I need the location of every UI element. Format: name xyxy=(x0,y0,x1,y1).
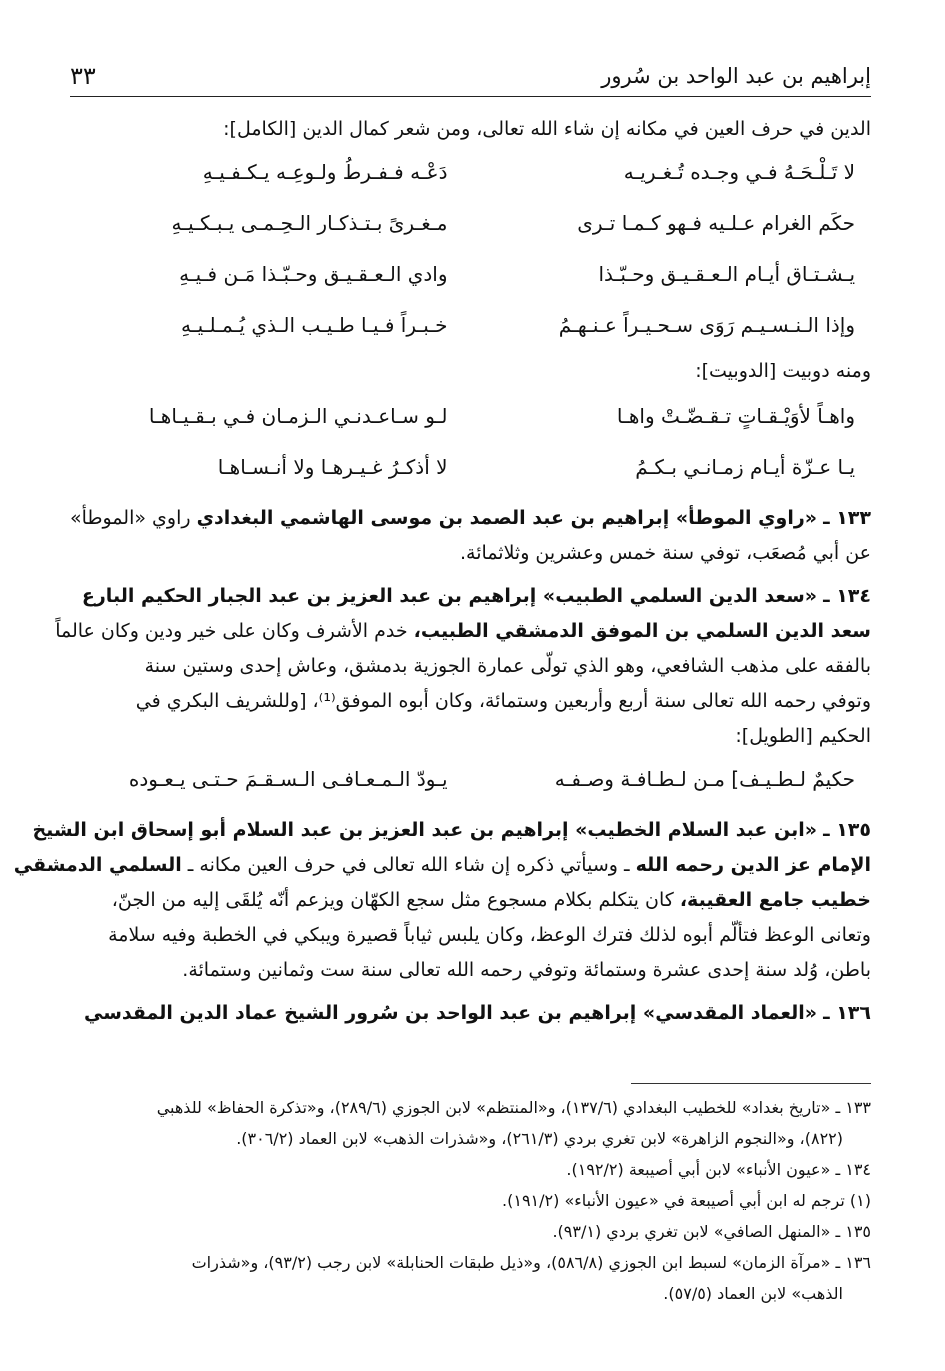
entry-text: خدم الأشرف وكان على خير ودين وكان عالماً xyxy=(55,620,414,642)
verse-second-hemistich: يـودّ الـمـعـافـى الـسـقـمَ حـتـى يـعـوده xyxy=(128,767,448,791)
verse-second-hemistich: خـبـراً فـيـا طـيـب الـذي يُـمـلـيـهِ xyxy=(181,313,448,337)
entry-office: خطيب جامع العقيبة، xyxy=(679,889,871,911)
verse-first-hemistich: لا تَـلْـحَـهُ فـي وجـده تُـغـريـه xyxy=(623,160,856,184)
entry-text: عن أبي مُصعَب، توفي سنة خمس وعشرين وثلاثمائة. xyxy=(460,542,871,564)
dubait-intro: ومنه دوبيت [الدوبيت]: xyxy=(695,360,871,382)
verse xyxy=(72,147,871,198)
footnote-text: الذهب» لابن العماد (٥٧/٥). xyxy=(663,1284,843,1303)
entry-text: راوي «الموطأ» xyxy=(69,507,197,529)
entry-title-continued: الإمام عز الدين رحمه الله xyxy=(635,854,871,876)
verse-first-hemistich: حكيمٌ لـطـيـف] مـن لـطـافـة وصـفـه xyxy=(554,767,856,791)
footnote-text: ١٣٦ ـ «مرآة الزمان» لسبط ابن الجوزي (٥٨٦/٨)، و«ذيل طبقات الحنابلة» لابن رجب (٩٣/٢)، و«شذرات xyxy=(191,1253,871,1272)
verse-first-hemistich: واهـاً لأوَيْـقـاتٍ تـقـضّـتْ واهـا xyxy=(616,404,856,428)
entry-number: ١٣٦ ـ xyxy=(823,1002,871,1024)
verse xyxy=(72,249,871,300)
entry-text: وتعانى الوعظ فتألّم أبوه لذلك فترك الوعظ، وكان يلبس ثياباً قصيرة ويبكي في الخطبة وفيه سلامة xyxy=(108,924,871,946)
entry-number: ١٣٤ ـ xyxy=(823,585,871,607)
main-text xyxy=(13,112,871,1031)
verse xyxy=(72,754,871,805)
verse-second-hemistich: لـو سـاعـدنـي الـزمـان فـي بـقـيـاهـا xyxy=(148,404,448,428)
verse-first-hemistich: يـا عـزّة أيـام زمـانـي بـكـمُ xyxy=(635,455,856,479)
entry-text: وتوفي رحمه الله تعالى سنة أربع وأربعين وستمائة، وكان أبوه الموفق⁽¹⁾، [وللشريف البكري في xyxy=(135,690,871,712)
entry-text: باطن، وُلد سنة إحدى عشرة وستمائة وتوفي رحمه الله تعالى سنة ست وثمانين وستمائة. xyxy=(182,959,871,981)
running-title: إبراهيم بن عبد الواحد بن سُرور xyxy=(601,64,871,88)
entry-text: كان يتكلم بكلام مسجوع مثل سجع الكهّان ويزعم أنّه يُلقَى إليه من الجنّ، xyxy=(111,889,680,911)
entry-title: «راوي الموطأ» إبراهيم بن عبد الصمد بن موسى الهاشمي البغدادي xyxy=(196,507,818,529)
poem-kamil xyxy=(72,147,871,351)
verse-first-hemistich: يـشـتـاق أيـام الـعـقـيـق وحـبّـذا xyxy=(598,262,856,286)
verse-second-hemistich: دَعْـه فـفـرطُ ولـوعِـه يـكـفـيـهِ xyxy=(202,160,448,184)
entry-136 xyxy=(72,996,871,1031)
verse-second-hemistich: وادي الـعـقـيـق وحـبّـذا مَـن فـيـهِ xyxy=(179,262,448,286)
verse xyxy=(72,391,871,442)
verse xyxy=(72,300,871,351)
footnote-text: ١٣٣ ـ «تاريخ بغداد» للخطيب البغدادي (١٣٧/٦)، و«المنتظم» لابن الجوزي (٢٨٩/٦)، و«تذكرة الحفاظ» للذهبي xyxy=(156,1098,871,1117)
entry-text: الحكيم [الطويل]: xyxy=(735,725,871,747)
footnote-136 xyxy=(72,1247,871,1309)
verse xyxy=(72,198,871,249)
entry-title: «سعد الدين السلمي الطبيب» إبراهيم بن عبد العزيز بن عبد الجبار الحكيم البارع xyxy=(81,585,818,607)
footnote-divider xyxy=(631,1083,871,1084)
entry-title-continued: سعد الدين السلمي بن الموفق الدمشقي الطبيب، xyxy=(413,620,871,642)
verse-second-hemistich: لا أذكـرُ غـيـرهـا ولا أنـسـاهـا xyxy=(217,455,448,479)
verse-first-hemistich: وإذا الـنـسـيـم رَوَى سـحـيـراً عـنـهـمُ xyxy=(558,313,856,337)
page-number: ٣٣ xyxy=(70,62,96,90)
entry-134 xyxy=(55,579,871,805)
page-header xyxy=(70,56,871,97)
entry-title: «ابن عبد السلام الخطيب» إبراهيم بن عبد العزيز بن عبد السلام أبو إسحاق ابن الشيخ xyxy=(32,819,818,841)
intro-line: الدين في حرف العين في مكانه إن شاء الله تعالى، ومن شعر كمال الدين [الكامل]: xyxy=(223,118,871,140)
entry-number: ١٣٥ ـ xyxy=(823,819,871,841)
entry-text: بالفقه على مذهب الشافعي، وهو الذي تولّى عمارة الجوزية بدمشق، وعاش إحدى وستين سنة xyxy=(144,655,871,677)
entry-title: «العماد المقدسي» إبراهيم بن عبد الواحد بن سُرور الشيخ عماد الدين المقدسي xyxy=(83,1002,818,1024)
verse-second-hemistich: مـغـرىً بـتـذكـار الـحِـمـى يـبـكـيـهِ xyxy=(171,211,448,235)
entry-nisba: السلمي الدمشقي xyxy=(13,854,182,876)
entry-text: ـ وسيأتي ذكره إن شاء الله تعالى في حرف العين مكانه ـ xyxy=(181,854,636,876)
footnotes xyxy=(72,1092,871,1309)
poem-dubait xyxy=(72,391,871,493)
verse-first-hemistich: حكَم الغرام عـلـيه فـهو كـمـا تـرى xyxy=(577,211,856,235)
footnote-135: ١٣٥ ـ «المنهل الصافي» لابن تغري بردي (٩٣/١). xyxy=(552,1222,871,1241)
footnote-1: (١) ترجم له ابن أبي أصيبعة في «عيون الأنباء» (١٩١/٢). xyxy=(502,1191,871,1210)
footnote-134: ١٣٤ ـ «عيون الأنباء» لابن أبي أصيبعة (١٩٢/٢). xyxy=(566,1160,871,1179)
entry-number: ١٣٣ ـ xyxy=(823,507,871,529)
footnote-133 xyxy=(72,1092,871,1154)
entry-135 xyxy=(13,813,871,988)
footnote-text: (٨٢٢)، و«النجوم الزاهرة» لابن تغري بردي (٢٦١/٣)، و«شذرات الذهب» لابن العماد (٣٠٦/٢). xyxy=(236,1129,843,1148)
entry-133 xyxy=(69,501,871,571)
verse xyxy=(72,442,871,493)
